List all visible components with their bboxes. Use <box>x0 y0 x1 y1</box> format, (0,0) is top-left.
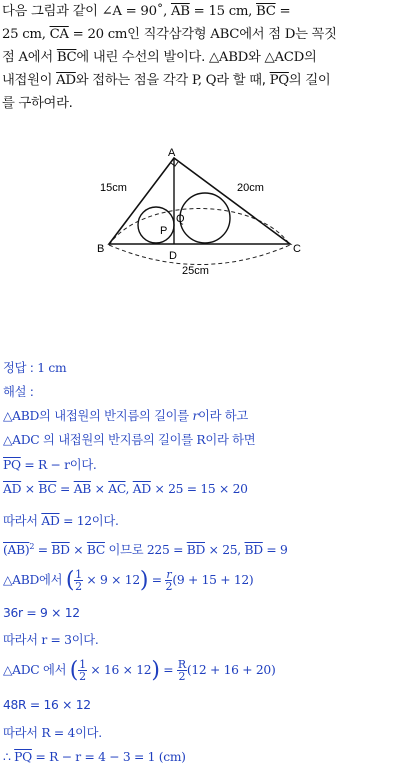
text: △ADC <box>3 433 40 447</box>
text: = <box>148 573 166 587</box>
label-a: A <box>168 147 176 159</box>
problem-line-3 <box>2 46 396 69</box>
segment-bd: $\overline{BD}$ <box>186 543 205 557</box>
incircle-acd <box>180 193 230 243</box>
paren: ) <box>151 658 160 683</box>
text: 에서 <box>27 50 57 65</box>
triangle-abc <box>109 158 290 244</box>
segment-pq: $\overline{PQ}$ <box>14 750 32 764</box>
explain-label: 해설 : <box>3 385 34 399</box>
text: 따라서 <box>3 514 42 528</box>
paren: ) <box>139 568 149 593</box>
triangle-figure <box>95 142 310 282</box>
text: 라 할 때, <box>216 73 270 88</box>
text: 의 내접원의 반지름의 길이를 <box>39 409 193 423</box>
answer-value: 1 cm <box>37 361 67 375</box>
answer-line <box>3 358 66 376</box>
segment-ad: $\overline{AD}$ <box>3 482 22 496</box>
text: × 9 × 12 <box>82 573 140 587</box>
segment-bc: $\overline{BC}$ <box>86 543 105 557</box>
text: △ADC <box>3 663 40 677</box>
text: ABC <box>210 27 240 42</box>
segment-bd: $\overline{BD}$ <box>51 543 70 557</box>
text: 내접원이 <box>2 73 57 88</box>
text: R <box>196 433 206 447</box>
text: = <box>159 663 177 677</box>
label-p: P <box>160 225 168 237</box>
solution-line-2 <box>3 430 255 448</box>
fraction-denominator: 2 <box>75 580 82 593</box>
segment-ac: $\overline{AC}$ <box>108 482 126 496</box>
text: P <box>191 73 198 88</box>
segment-bd: $\overline{BD}$ <box>244 543 263 557</box>
label-bc-length: 25cm <box>182 265 209 277</box>
segment-pq: $\overline{PQ}$ <box>3 458 21 472</box>
fraction <box>78 659 87 682</box>
text: 이다. <box>75 726 102 740</box>
text: = R − r <box>20 458 70 472</box>
text: 와 접하는 점을 각각 <box>75 73 192 88</box>
solution-line-4 <box>3 482 248 496</box>
text: r = 3 <box>41 633 72 647</box>
segment-ab: $\overline{AB}$ <box>170 4 190 19</box>
label-d: D <box>169 250 177 262</box>
text: A <box>18 50 28 65</box>
solution-line-8: 36r = 9 × 12 <box>3 606 80 620</box>
text: = <box>34 543 52 557</box>
problem-line-4 <box>2 69 396 92</box>
text: 25 cm, <box>2 27 50 42</box>
solution-line-13 <box>3 750 186 764</box>
solution-line-12 <box>3 723 102 741</box>
solution-line-7 <box>3 568 253 593</box>
text: 의 길이 <box>288 73 331 88</box>
text: 이다. <box>69 458 97 472</box>
segment-bc: $\overline{BC}$ <box>256 4 276 19</box>
text: 의 <box>303 50 317 65</box>
segment-ad: $\overline{AD}$ <box>56 73 76 88</box>
text: 인 직각삼각형 <box>127 27 211 42</box>
text: = 9 <box>262 543 288 557</box>
text: 점 <box>2 50 19 65</box>
segment-ad: $\overline{AD}$ <box>41 514 60 528</box>
fraction <box>74 569 83 592</box>
text: × <box>91 482 109 496</box>
text: △ACD <box>264 50 304 65</box>
circumcircle-arc <box>109 209 290 245</box>
text: △ABD <box>3 573 40 587</box>
segment-ad: $\overline{AD}$ <box>132 482 151 496</box>
label-q: Q <box>176 213 185 225</box>
segment-ca: $\overline{CA}$ <box>49 27 69 42</box>
text: = R − r = 4 − 3 = 1 (cm) <box>31 750 186 764</box>
text: × <box>21 482 39 496</box>
text: 의 내접원의 반지름의 길이를 <box>39 433 197 447</box>
text: D <box>284 27 296 42</box>
fraction-numerator: R <box>177 658 186 671</box>
text: 에 내린 수선의 발이다. <box>76 50 209 65</box>
paren: ( <box>65 568 75 593</box>
segment-bc: $\overline{BC}$ <box>56 50 77 65</box>
text: , <box>125 482 133 496</box>
text: 이다. <box>91 514 119 528</box>
text: 와 <box>248 50 265 65</box>
segment-ab: $\overline{AB}$ <box>73 482 92 496</box>
problem-line-1 <box>2 0 396 23</box>
label-ac-length: 20cm <box>237 182 264 194</box>
segment-pq: $\overline{PQ}$ <box>269 73 289 88</box>
fraction-numerator: 1 <box>79 658 86 671</box>
problem-text <box>2 0 396 115</box>
text: = 15 cm, <box>189 4 257 19</box>
problem-line-2 <box>2 23 396 46</box>
text: (12 + 16 + 20) <box>186 663 276 677</box>
text: Q <box>205 73 217 88</box>
text: R = 4 <box>41 726 76 740</box>
text: = 12 <box>59 514 92 528</box>
solution-line-6 <box>3 540 288 558</box>
paren: ( <box>69 658 79 683</box>
text: (9 + 15 + 12) <box>172 573 254 587</box>
fraction-numerator: 1 <box>75 568 82 581</box>
text: = <box>275 4 291 19</box>
text: 이므로 225 = <box>104 543 187 557</box>
text: 에서 점 <box>239 27 285 42</box>
text: 따라서 <box>3 633 42 647</box>
incircle-abd <box>138 207 174 243</box>
fraction-denominator: 2 <box>178 670 186 683</box>
solution-line-1 <box>3 406 248 424</box>
label-c: C <box>293 243 301 255</box>
text: 이다. <box>71 633 99 647</box>
fraction-numerator: r <box>166 568 172 581</box>
label-b: B <box>97 243 105 255</box>
text: 에서 <box>39 663 70 677</box>
exponent: 2 <box>29 541 35 551</box>
solution-line-10 <box>3 658 275 683</box>
text: △ABD <box>3 409 40 423</box>
text: 다음 그림과 같이 <box>2 4 102 19</box>
text: × <box>69 543 87 557</box>
text: ∠A = 90˚, <box>101 4 171 19</box>
bottom-arc <box>109 245 290 265</box>
text: = 20 cm <box>68 27 128 42</box>
text: 이라 하고 <box>198 409 248 423</box>
solution-line-5 <box>3 511 119 529</box>
fraction-denominator: 2 <box>79 670 86 683</box>
problem-line-5: 를 구하여라. <box>2 96 73 111</box>
text: r <box>192 409 199 423</box>
text: 에서 <box>39 573 66 587</box>
solution-line-9 <box>3 630 98 648</box>
text: × 16 × 12 <box>86 663 152 677</box>
therefore-symbol: ∴ <box>3 750 15 764</box>
text: 는 꼭짓 <box>295 27 337 42</box>
text: = <box>56 482 74 496</box>
fraction-denominator: 2 <box>165 580 173 593</box>
segment-ab: (AB) <box>3 543 30 557</box>
segment-bc: $\overline{BC}$ <box>38 482 57 496</box>
text: 따라서 <box>3 726 42 740</box>
text: × 25 = 15 × 20 <box>150 482 248 496</box>
text: 이라 하면 <box>205 433 256 447</box>
text: △ABD <box>208 50 249 65</box>
text: , <box>197 73 206 88</box>
text: × 25, <box>205 543 245 557</box>
solution-line-11: 48R = 16 × 12 <box>3 698 91 712</box>
fraction <box>177 659 187 682</box>
answer-label: 정답 : <box>3 361 34 375</box>
label-ab-length: 15cm <box>100 182 127 194</box>
solution-line-3 <box>3 455 97 473</box>
